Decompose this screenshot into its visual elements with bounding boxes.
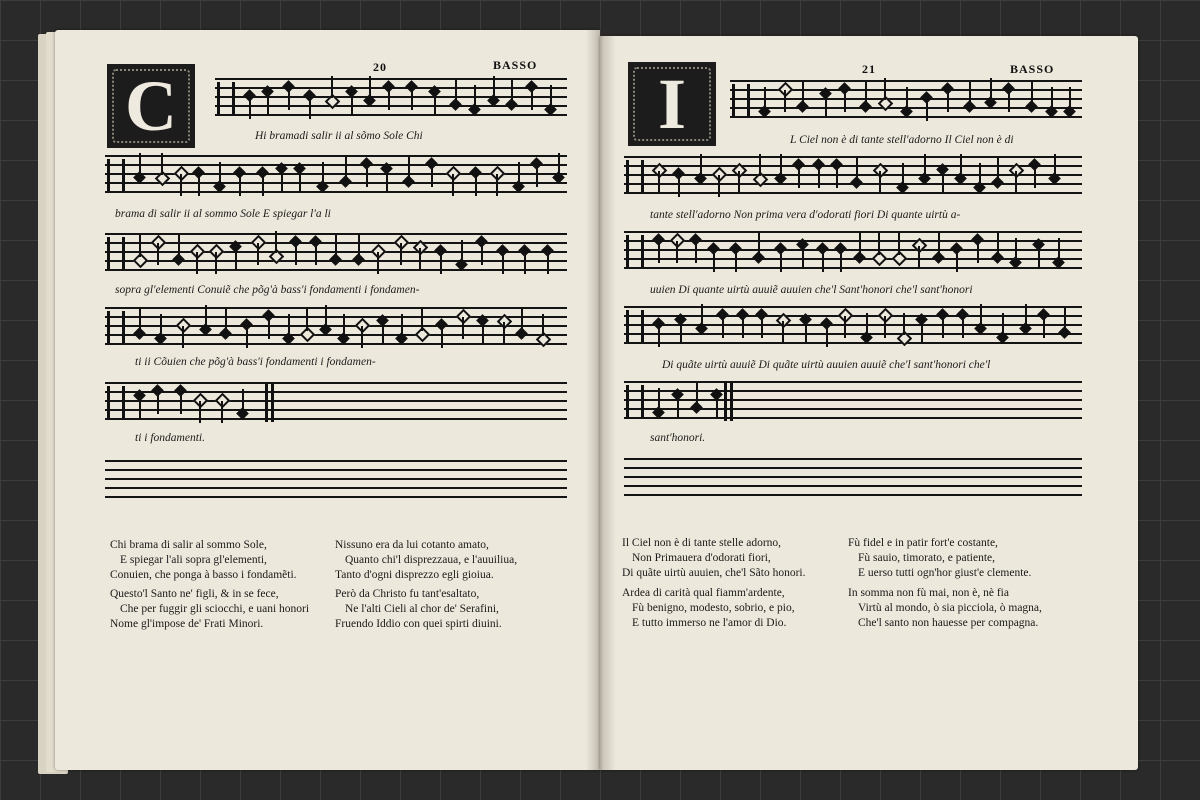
folio-number-left: 20 (373, 60, 387, 74)
lyric-line: L Ciel non è di tante stell'adorno Il Ciel non è di (790, 134, 1014, 146)
note-stem (481, 243, 483, 265)
verse-line: E spiegar l'ali sopra gl'elementi, (120, 554, 267, 566)
note-stem (268, 317, 270, 339)
verse-line: In somma non fù mai, non è, nè fia (848, 587, 1009, 599)
note-stem (1043, 316, 1045, 338)
clef-icon (732, 84, 750, 116)
note-stem (780, 250, 782, 272)
note-stem (938, 233, 940, 255)
lyric-line: ti i fondamenti. (135, 432, 205, 444)
verse-line: Ardea di carità qual fiamm'ardente, (622, 587, 785, 599)
note-stem (678, 175, 680, 197)
note-stem (235, 248, 237, 270)
note-stem (295, 243, 297, 265)
note-stem (782, 321, 784, 343)
verse-line: Che per fuggir gli sciocchi, e uani honori (120, 603, 310, 615)
note-stem (257, 243, 259, 265)
note-stem (542, 314, 544, 336)
note-stem (918, 246, 920, 268)
note-stem (511, 80, 513, 102)
music-staff (105, 382, 567, 422)
note-stem (898, 233, 900, 255)
note-stem (196, 252, 198, 274)
note-stem (408, 157, 410, 179)
lyric-line: brama di salir ii al sommo Sole E spiegar l'a li (115, 208, 331, 220)
note-stem (382, 322, 384, 344)
note-stem (315, 243, 317, 265)
music-staff (624, 156, 1082, 196)
verse-line: Ne l'alti Cieli al chor de' Serafini, (345, 603, 499, 615)
note-stem (199, 401, 201, 423)
note-stem (696, 383, 698, 405)
note-stem (524, 252, 526, 274)
note-stem (180, 392, 182, 414)
verse-line: Fù benigno, modesto, sobrio, e pio, (632, 602, 795, 614)
note-stem (836, 166, 838, 188)
note-stem (658, 388, 660, 410)
folio-number-right: 21 (862, 62, 876, 76)
note-stem (1034, 166, 1036, 188)
final-barline (265, 382, 268, 422)
note-stem (139, 153, 141, 175)
note-stem (267, 93, 269, 115)
note-stem (1025, 304, 1027, 326)
lyric-line: sant'honori. (650, 432, 706, 444)
note-stem (805, 321, 807, 343)
note-stem (411, 88, 413, 110)
note-stem (735, 250, 737, 272)
note-stem (215, 252, 217, 274)
note-stem (802, 246, 804, 268)
note-stem (759, 154, 761, 176)
note-stem (431, 165, 433, 187)
note-stem (701, 304, 703, 326)
verse-line: Nome gl'impose de' Frati Minori. (110, 618, 264, 630)
note-stem (722, 316, 724, 338)
verse-line: Nissuno era da lui cotanto amato, (335, 539, 489, 551)
note-stem (309, 97, 311, 119)
verse-line: Però da Christo fu tant'esaltato, (335, 588, 480, 600)
note-stem (225, 309, 227, 331)
note-stem (503, 322, 505, 344)
music-staff (624, 231, 1082, 271)
note-stem (990, 78, 992, 100)
note-stem (496, 174, 498, 196)
note-stem (700, 154, 702, 176)
note-stem (1031, 82, 1033, 104)
note-stem (1054, 154, 1056, 176)
note-stem (658, 171, 660, 193)
decorated-initial-left (107, 64, 195, 148)
note-stem (386, 170, 388, 192)
note-stem (738, 171, 740, 193)
music-staff (624, 306, 1082, 346)
note-stem (676, 241, 678, 263)
lyric-line: uuien Di quante uirtù auuiẽ auuien che'l Sant'honori che'l sant'honori (650, 284, 973, 296)
note-stem (1015, 171, 1017, 193)
note-stem (902, 163, 904, 185)
note-stem (818, 166, 820, 188)
note-stem (219, 162, 221, 184)
clef-icon (107, 311, 125, 343)
clef-icon (626, 385, 644, 417)
note-stem (299, 170, 301, 192)
note-stem (947, 90, 949, 112)
note-stem (139, 309, 141, 331)
note-stem (550, 85, 552, 107)
verse-line: Virtù al mondo, ò sia picciola, ò magna, (858, 602, 1042, 614)
note-stem (764, 87, 766, 109)
verse-stanza (848, 536, 1031, 581)
note-stem (547, 252, 549, 274)
note-stem (798, 166, 800, 188)
note-stem (997, 158, 999, 180)
note-stem (388, 88, 390, 110)
note-stem (742, 316, 744, 338)
note-stem (859, 233, 861, 255)
verse-stanza (110, 587, 309, 632)
note-stem (180, 174, 182, 196)
music-staff (105, 233, 567, 273)
lyric-line: Di quãte uirtù auuiẽ Di quãte uirtù auuien auuiẽ che'l sant'honori che'l (662, 359, 991, 371)
verse-line: Conuien, che ponga à basso i fondamẽti. (110, 569, 297, 581)
note-stem (960, 154, 962, 176)
decorated-initial-right (628, 62, 716, 146)
verse-line: Che'l santo non hauesse per compagna. (858, 617, 1039, 629)
note-stem (366, 165, 368, 187)
note-stem (281, 170, 283, 192)
note-stem (856, 158, 858, 180)
note-stem (221, 401, 223, 423)
note-stem (441, 326, 443, 348)
left-page (55, 30, 600, 770)
note-stem (377, 252, 379, 274)
lyric-line: sopra gl'elementi Conuiẽ che põg'à bass'i fondamenti i fondamen- (115, 284, 420, 296)
initial-ornament (112, 66, 190, 146)
note-stem (161, 153, 163, 175)
note-stem (262, 174, 264, 196)
note-stem (1015, 238, 1017, 260)
note-stem (335, 235, 337, 257)
note-stem (926, 99, 928, 121)
note-stem (969, 82, 971, 104)
verse-line: Questo'l Santo ne' figli, & in se fece, (110, 588, 279, 600)
note-stem (784, 90, 786, 112)
lyric-line: ti ii Cõuien che põg'à bass'i fondamenti i fondamen- (135, 356, 376, 368)
note-stem (345, 157, 347, 179)
verse-line: Quanto chi'l disprezzaua, e l'auuiliua, (345, 554, 518, 566)
note-stem (536, 165, 538, 187)
note-stem (482, 322, 484, 344)
note-stem (358, 235, 360, 257)
initial-letter: I (657, 64, 687, 144)
note-stem (980, 304, 982, 326)
note-stem (718, 175, 720, 197)
note-stem (924, 154, 926, 176)
note-stem (921, 321, 923, 343)
verse-line: Il Ciel non è di tante stelle adorno, (622, 537, 782, 549)
note-stem (977, 241, 979, 263)
note-stem (713, 250, 715, 272)
note-stem (452, 174, 454, 196)
note-stem (844, 316, 846, 338)
note-stem (865, 82, 867, 104)
note-stem (761, 316, 763, 338)
final-barline (730, 381, 733, 421)
note-stem (419, 248, 421, 270)
note-stem (242, 389, 244, 411)
note-stem (1069, 87, 1071, 109)
verse-stanza (848, 586, 1042, 631)
note-stem (942, 171, 944, 193)
note-stem (1002, 313, 1004, 335)
verse-line: Fruendo Iddio con quei spirti diuini. (335, 618, 502, 630)
music-staff (105, 155, 567, 195)
note-stem (462, 317, 464, 339)
music-staff (624, 381, 1082, 421)
note-stem (826, 325, 828, 347)
note-stem (178, 235, 180, 257)
note-stem (400, 243, 402, 265)
note-stem (401, 314, 403, 336)
note-stem (139, 235, 141, 257)
note-stem (421, 309, 423, 331)
note-stem (962, 316, 964, 338)
note-stem (942, 316, 944, 338)
empty-staff (624, 458, 1082, 498)
note-stem (1051, 87, 1053, 109)
note-stem (325, 305, 327, 327)
verse-line: E tutto immerso ne l'amor di Dio. (632, 617, 787, 629)
note-stem (884, 78, 886, 100)
verse-line: Di quãte uirtù auuien, che'l Sãto honori. (622, 567, 806, 579)
note-stem (493, 76, 495, 98)
note-stem (239, 174, 241, 196)
note-stem (322, 162, 324, 184)
note-stem (440, 252, 442, 274)
clef-icon (107, 386, 125, 418)
note-stem (343, 314, 345, 336)
note-stem (780, 154, 782, 176)
note-stem (879, 171, 881, 193)
note-stem (434, 93, 436, 115)
note-stem (558, 153, 560, 175)
verse-stanza (622, 586, 795, 631)
note-stem (502, 252, 504, 274)
note-stem (844, 90, 846, 112)
note-stem (205, 305, 207, 327)
note-stem (658, 241, 660, 263)
note-stem (249, 97, 251, 119)
final-barline (271, 382, 274, 422)
note-stem (369, 76, 371, 98)
clef-icon (217, 82, 235, 114)
note-stem (157, 243, 159, 265)
note-stem (521, 309, 523, 331)
note-stem (1038, 246, 1040, 268)
note-stem (474, 85, 476, 107)
note-stem (461, 240, 463, 262)
clef-icon (626, 160, 644, 192)
note-stem (157, 392, 159, 414)
note-stem (198, 174, 200, 196)
verse-line: Tanto d'ogni disprezzo egli gioiua. (335, 569, 494, 581)
clef-icon (626, 235, 644, 267)
music-staff (105, 307, 567, 347)
verse-line: Fù fidel e in patir fort'e costante, (848, 537, 998, 549)
note-stem (275, 231, 277, 253)
verse-line: Chi brama di salir al sommo Sole, (110, 539, 267, 551)
note-stem (866, 313, 868, 335)
note-stem (822, 250, 824, 272)
note-stem (246, 326, 248, 348)
empty-staff (105, 460, 567, 500)
note-stem (716, 396, 718, 418)
part-label-right: BASSO (1010, 62, 1055, 76)
note-stem (306, 309, 308, 331)
note-stem (1064, 308, 1066, 330)
initial-letter: C (125, 66, 177, 146)
note-stem (182, 326, 184, 348)
note-stem (1008, 90, 1010, 112)
final-barline (724, 381, 727, 421)
note-stem (695, 241, 697, 263)
clef-icon (626, 310, 644, 342)
note-stem (997, 233, 999, 255)
note-stem (288, 88, 290, 110)
note-stem (531, 88, 533, 110)
note-stem (758, 233, 760, 255)
note-stem (884, 316, 886, 338)
note-stem (802, 82, 804, 104)
music-staff (730, 80, 1082, 120)
verse-line: Non Primauera d'odorati fiori, (632, 552, 771, 564)
note-stem (906, 87, 908, 109)
verse-stanza (110, 538, 297, 583)
note-stem (455, 80, 457, 102)
note-stem (331, 76, 333, 98)
note-stem (658, 325, 660, 347)
note-stem (840, 250, 842, 272)
verse-stanza (335, 587, 502, 632)
verse-stanza (622, 536, 805, 581)
note-stem (956, 250, 958, 272)
initial-ornament (633, 64, 711, 144)
lyric-line: tante stell'adorno Non prima vera d'odorati fiori Di quante uirtù a- (650, 209, 961, 221)
note-stem (288, 314, 290, 336)
note-stem (677, 396, 679, 418)
verse-stanza (335, 538, 517, 583)
note-stem (160, 314, 162, 336)
verse-line: E uerso tutti ogn'hor giust'e clemente. (858, 567, 1032, 579)
right-page (600, 36, 1138, 770)
note-stem (351, 93, 353, 115)
clef-icon (107, 237, 125, 269)
note-stem (979, 163, 981, 185)
clef-icon (107, 159, 125, 191)
note-stem (139, 397, 141, 419)
note-stem (1058, 238, 1060, 260)
note-stem (475, 174, 477, 196)
verse-line: Fù sauio, timorato, e patiente, (858, 552, 996, 564)
note-stem (361, 326, 363, 348)
music-staff (215, 78, 567, 118)
part-label-left: BASSO (493, 58, 538, 72)
note-stem (903, 313, 905, 335)
note-stem (680, 321, 682, 343)
note-stem (518, 162, 520, 184)
note-stem (878, 233, 880, 255)
note-stem (825, 95, 827, 117)
lyric-line: Hi bramadi salir ii al sõmo Sole Chi (255, 130, 423, 142)
